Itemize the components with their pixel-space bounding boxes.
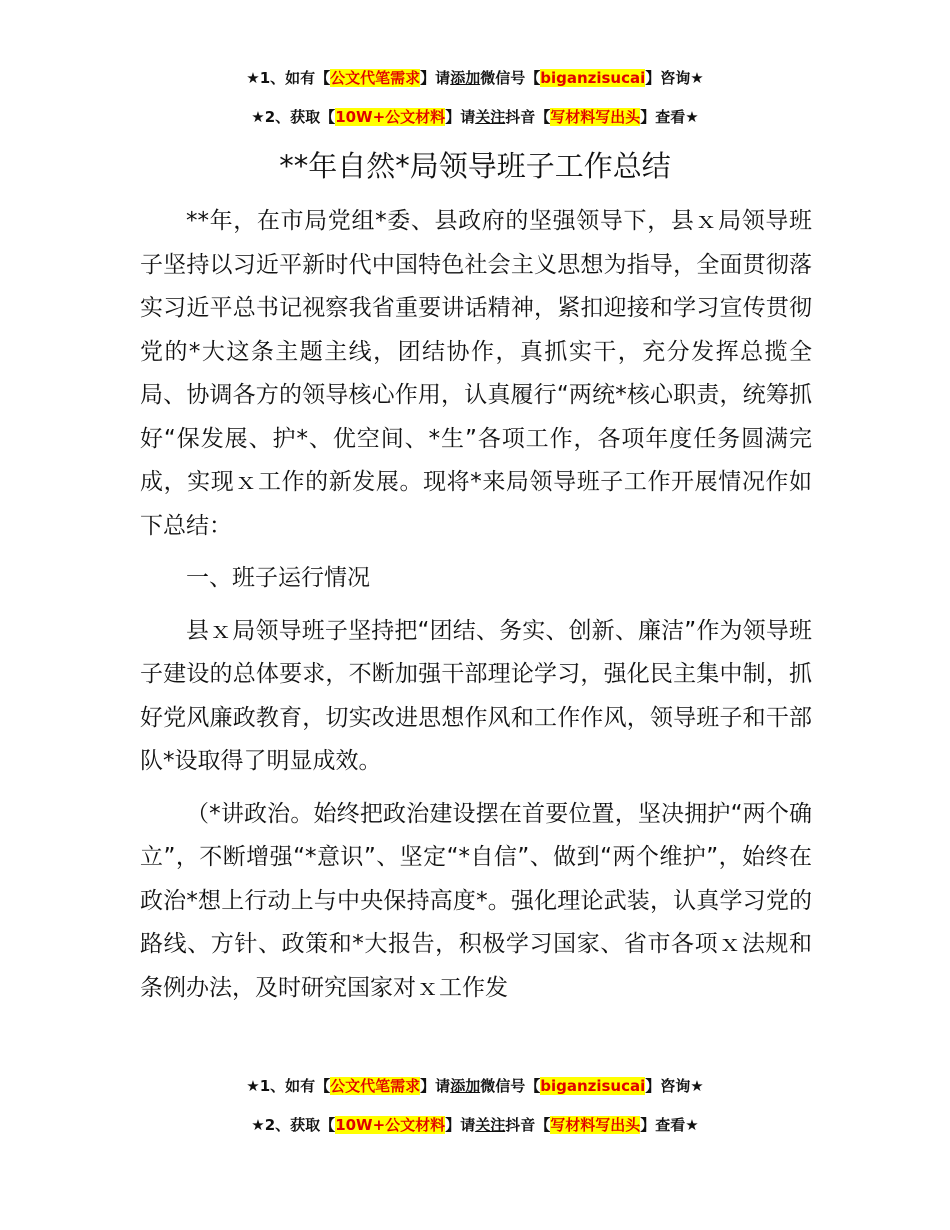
top-banner-line-1 (0, 68, 950, 88)
banner-underline: 关注 (475, 108, 506, 126)
banner-text: 】查看★ (640, 108, 699, 126)
banner-underline: 关注 (475, 1116, 506, 1134)
banner-highlight: 10W+公文材料 (335, 1116, 446, 1134)
banner-highlight: 公文代笔需求 (330, 69, 421, 87)
banner-text: 】请 (420, 1077, 451, 1095)
banner-text: 】咨询★ (645, 1077, 704, 1095)
banner-highlight: biganzisucai (540, 69, 646, 87)
banner-text: 】请 (420, 69, 451, 87)
bottom-banner-line-1 (0, 1076, 950, 1096)
document-title: **年自然*局领导班子工作总结 (279, 149, 671, 183)
document-body (140, 200, 812, 1010)
banner-highlight: 写材料写出头 (550, 1116, 641, 1134)
banner-underline: 添加 (450, 69, 481, 87)
banner-text: ★1、如有【 (246, 69, 331, 87)
bottom-banner-line-2 (0, 1115, 950, 1135)
banner-text: ★2、获取【 (251, 108, 336, 126)
banner-text: 】请 (445, 1116, 476, 1134)
banner-highlight: 公文代笔需求 (330, 1077, 421, 1095)
banner-text: ★2、获取【 (251, 1116, 336, 1134)
banner-text: 抖音【 (505, 108, 551, 126)
banner-text: 】查看★ (640, 1116, 699, 1134)
top-banner-line-2 (0, 107, 950, 127)
banner-text: 微信号【 (480, 69, 541, 87)
paragraph-team-overview: 县ｘ局领导班子坚持把“团结、务实、创新、廉洁”作为领导班子建设的总体要求，不断加强干部理论学习，强化民主集中制，抓好党风廉政教育，切实改进思想作风和工作作风，领导班子和干部队*设取得了明显成效。 (140, 617, 812, 774)
banner-text: ★1、如有【 (246, 1077, 331, 1095)
paragraph-politics: （*讲政治。始终把政治建设摆在首要位置，坚决拥护“两个确立”，不断增强“*意识”、坚定“*自信”、做到“两个维护”，始终在政治*想上行动上与中央保持高度*。强化理论武装，认真学习党的路线、方针、政策和*大报告，积极学习国家、省市各项ｘ法规和条例办法，及时研究国家对ｘ工作发 (140, 800, 812, 1001)
banner-highlight: 写材料写出头 (550, 108, 641, 126)
banner-text: 】咨询★ (645, 69, 704, 87)
paragraph-intro: **年，在市局党组*委、县政府的坚强领导下，县ｘ局领导班子坚持以习近平新时代中国特色社会主义思想为指导，全面贯彻落实习近平总书记视察我省重要讲话精神，紧扣迎接和学习宣传贯彻党的*大这条主题主线，团结协作，真抓实干，充分发挥总揽全局、协调各方的领导核心作用，认真履行“两统*核心职责，统筹抓好“保发展、护*、优空间、*生”各项工作，各项年度任务圆满完成，实现ｘ工作的新发展。现将*来局领导班子工作开展情况作如下总结： (140, 208, 812, 539)
banner-highlight: biganzisucai (540, 1077, 646, 1095)
banner-text: 】请 (445, 108, 476, 126)
banner-text: 抖音【 (505, 1116, 551, 1134)
banner-highlight: 10W+公文材料 (335, 108, 446, 126)
banner-text: 微信号【 (480, 1077, 541, 1095)
banner-underline: 添加 (450, 1077, 481, 1095)
section-heading: 一、班子运行情况 (186, 565, 370, 591)
